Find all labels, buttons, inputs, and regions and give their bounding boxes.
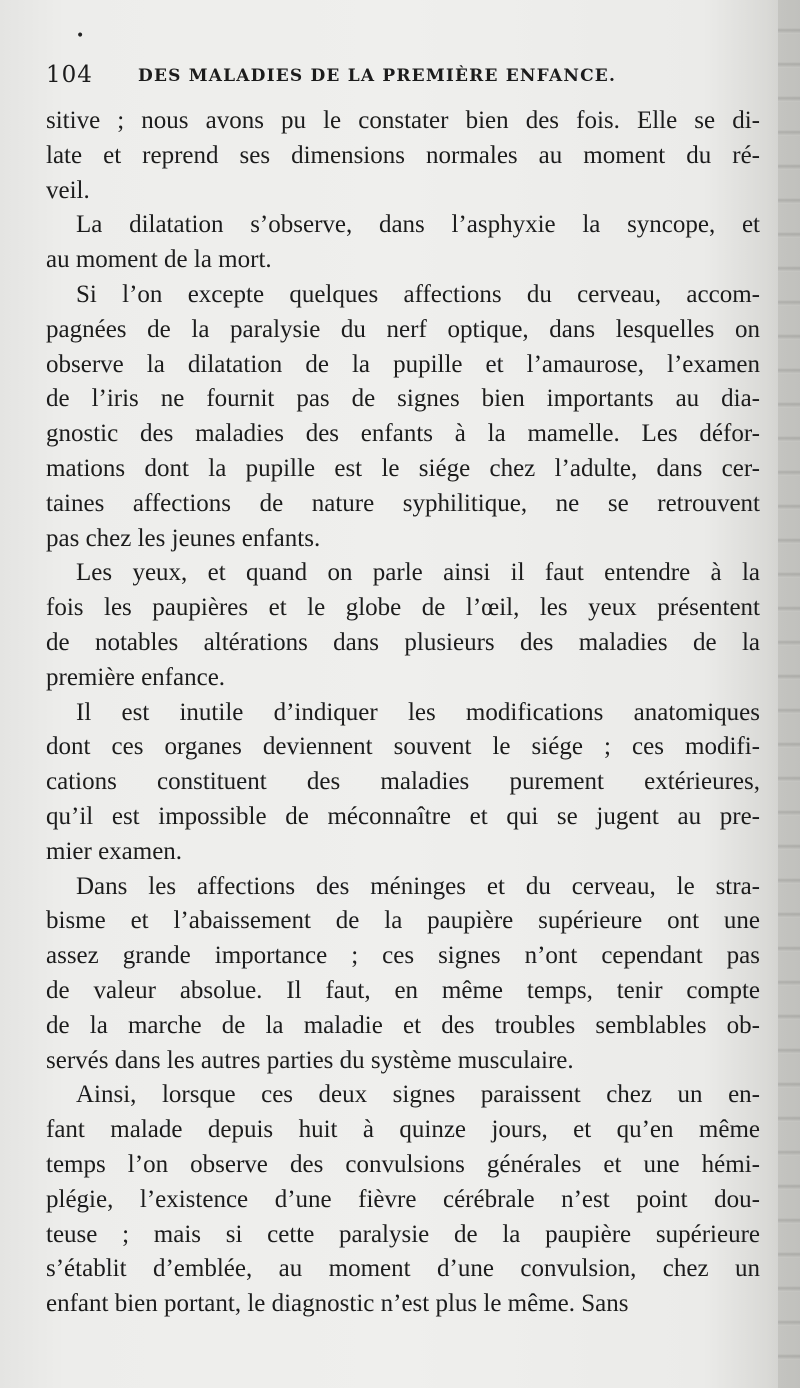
text-line: de l’iris ne fournit pas de signes bien importants au dia-	[46, 385, 760, 413]
text-line: Les yeux, et quand on parle ainsi il faut entendre à la	[76, 559, 760, 587]
text-line: mier examen.	[46, 837, 183, 865]
text-line: fois les paupières et le globe de l’œil, les yeux présentent	[46, 594, 760, 622]
text-line: sitive ; nous avons pu le constater bien des fois. Elle se di-	[46, 107, 760, 134]
text-line: pas chez les jeunes enfants.	[46, 524, 321, 552]
text-line: taines affections de nature syphilitique, ne se retrouvent	[46, 489, 760, 517]
text-line: Ainsi, lorsque ces deux signes paraissent chez un en-	[76, 1081, 760, 1109]
page-binding-edge	[778, 0, 800, 1388]
text-line: La dilatation s’observe, dans l’asphyxie la syncope, et	[76, 211, 760, 239]
text-line: de valeur absolue. Il faut, en même temps, tenir compte	[46, 976, 760, 1004]
paragraph	[46, 556, 760, 695]
paragraph	[46, 870, 760, 1079]
page-header	[46, 62, 766, 96]
paragraph	[46, 278, 760, 556]
text-line: Il est inutile d’indiquer les modifications anatomiques	[76, 698, 760, 726]
paragraph	[46, 1078, 760, 1322]
text-line: pagnées de la paralysie du nerf optique, dans lesquelles on	[46, 315, 760, 343]
text-line: première enfance.	[46, 663, 226, 691]
ink-dot: •	[76, 28, 85, 44]
paragraph	[46, 104, 760, 208]
text-line: de notables altérations dans plusieurs des maladies de la	[46, 628, 760, 656]
body-text	[46, 104, 760, 1322]
text-line: veil.	[46, 176, 90, 204]
page-number: 104	[46, 62, 93, 88]
text-line: assez grande importance ; ces signes n’ont cependant pas	[46, 942, 760, 970]
text-line: gnostic des maladies des enfants à la mamelle. Les défor-	[46, 420, 760, 448]
text-line: servés dans les autres parties du système musculaire.	[46, 1046, 574, 1074]
paragraph	[46, 208, 760, 278]
text-line: enfant bien portant, le diagnostic n’est plus le même. Sans	[46, 1290, 629, 1318]
text-line: de la marche de la maladie et des troubles semblables ob-	[46, 1011, 760, 1039]
text-line: fant malade depuis huit à quinze jours, et qu’en même	[46, 1116, 760, 1144]
paragraph	[46, 696, 760, 870]
running-head: DES MALADIES DE LA PREMIÈRE ENFANCE.	[138, 66, 617, 86]
text-line: au moment de la mort.	[46, 246, 272, 274]
text-line: observe la dilatation de la pupille et l’amaurose, l’examen	[46, 350, 760, 378]
text-line: Si l’on excepte quelques affections du cerveau, accom-	[76, 280, 760, 308]
text-line: teuse ; mais si cette paralysie de la paupière supérieure	[46, 1220, 760, 1248]
text-line: qu’il est impossible de méconnaître et qui se jugent au pre-	[46, 802, 760, 830]
text-line: cations constituent des maladies purement extérieures,	[46, 768, 760, 796]
text-line: dont ces organes deviennent souvent le siége ; ces modifi-	[46, 733, 760, 761]
text-line: mations dont la pupille est le siége chez l’adulte, dans cer-	[46, 454, 760, 482]
text-line: bisme et l’abaissement de la paupière supérieure ont une	[46, 907, 760, 935]
text-line: late et reprend ses dimensions normales au moment du ré-	[46, 141, 760, 169]
text-line: Dans les affections des méninges et du cerveau, le stra-	[76, 872, 760, 900]
text-line: temps l’on observe des convulsions générales et une hémi-	[46, 1150, 760, 1178]
text-line: plégie, l’existence d’une fièvre cérébrale n’est point dou-	[46, 1185, 760, 1213]
text-line: s’établit d’emblée, au moment d’une convulsion, chez un	[46, 1255, 760, 1283]
